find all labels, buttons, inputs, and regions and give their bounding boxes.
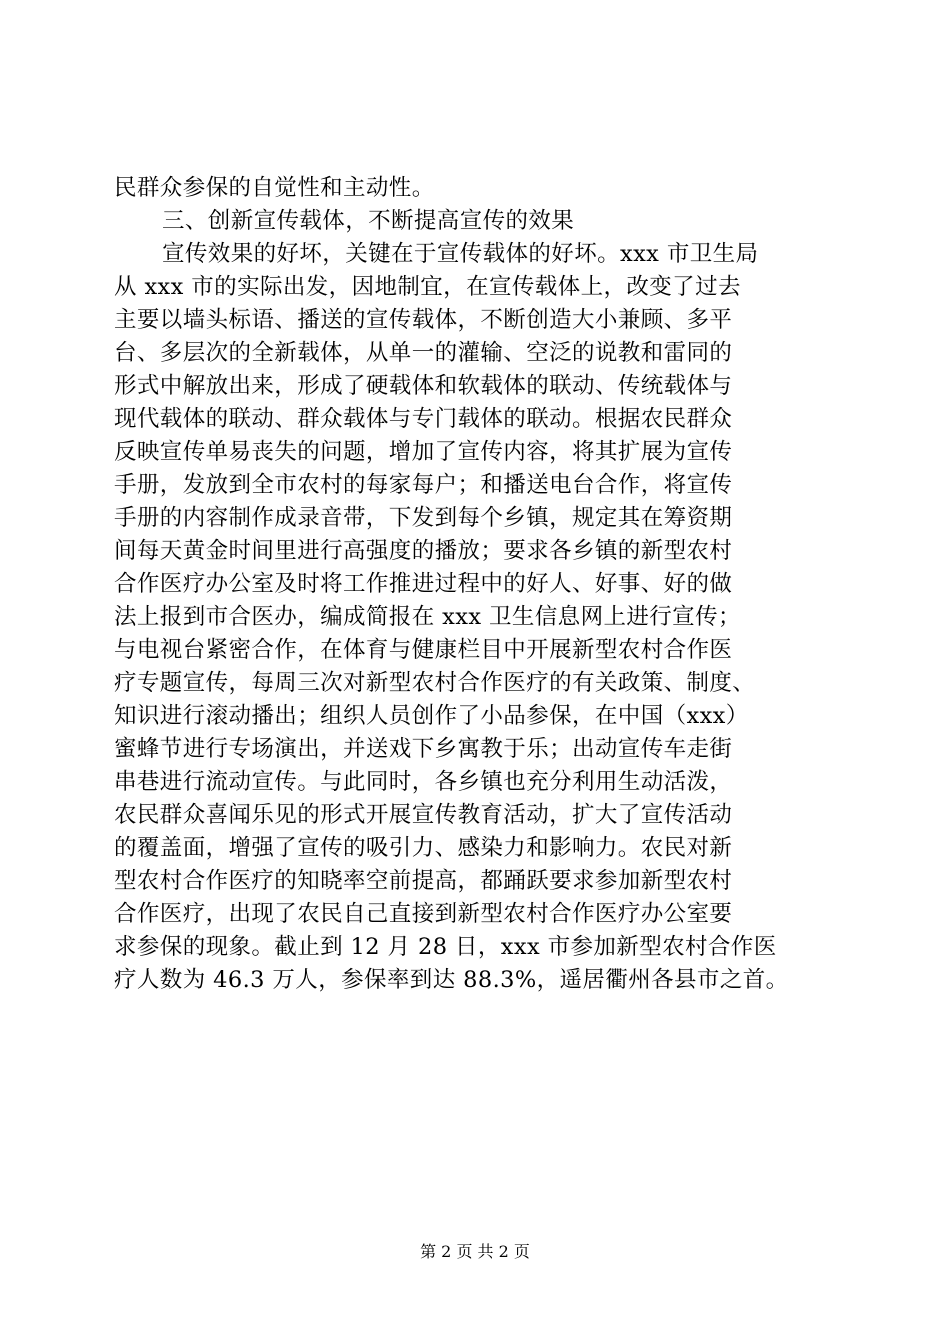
text-line: 手册的内容制作成录音带，下发到每个乡镇，规定其在筹资期	[114, 505, 733, 531]
text-line: 与电视台紧密合作，在体育与健康栏目中开展新型农村合作医	[114, 637, 733, 663]
text-line: 的覆盖面，增强了宣传的吸引力、感染力和影响力。农民对新	[114, 835, 733, 861]
text-line: 主要以墙头标语、播送的宣传载体，不断创造大小兼顾、多平	[114, 307, 733, 333]
text-line: 求参保的现象。截止到 12 月 28 日，xxx 市参加新型农村合作医	[114, 934, 777, 960]
text-line: 疗专题宣传，每周三次对新型农村合作医疗的有关政策、制度、	[114, 670, 756, 696]
text-line: 合作医疗办公室及时将工作推进过程中的好人、好事、好的做	[114, 571, 733, 597]
text-line: 串巷进行流动宣传。与此同时，各乡镇也充分利用生动活泼，	[114, 769, 733, 795]
page-footer: 第 2 页 共 2 页	[420, 1242, 530, 1261]
text-line: 民群众参保的自觉性和主动性。	[114, 175, 435, 201]
text-line: 反映宣传单易丧失的问题，增加了宣传内容，将其扩展为宣传	[114, 439, 733, 465]
text-line: 型农村合作医疗的知晓率空前提高，都踊跃要求参加新型农村	[114, 868, 733, 894]
text-line: 台、多层次的全新载体，从单一的灌输、空泛的说教和雷同的	[114, 340, 733, 366]
text-line: 知识进行滚动播出；组织人员创作了小品参保，在中国（xxx）	[114, 703, 749, 729]
text-line: 法上报到市合医办，编成简报在 xxx 卫生信息网上进行宣传；	[114, 604, 741, 630]
body-text	[114, 172, 854, 997]
text-line: 间每天黄金时间里进行高强度的播放；要求各乡镇的新型农村	[114, 538, 733, 564]
text-line: 现代载体的联动、群众载体与专门载体的联动。根据农民群众	[114, 406, 733, 432]
text-line: 合作医疗，出现了农民自己直接到新型农村合作医疗办公室要	[114, 901, 733, 927]
text-line: 疗人数为 46.3 万人，参保率到达 88.3%，遥居衢州各县市之首。	[114, 967, 789, 993]
text-line: 从 xxx 市的实际出发，因地制宜，在宣传载体上，改变了过去	[114, 274, 741, 300]
section-heading: 三、创新宣传载体，不断提高宣传的效果	[162, 208, 575, 234]
text-line: 手册，发放到全市农村的每家每户；和播送电台合作，将宣传	[114, 472, 733, 498]
text-line: 蜜蜂节进行专场演出，并送戏下乡寓教于乐；出动宣传车走街	[114, 736, 733, 762]
paragraph-first-line: 宣传效果的好坏，关键在于宣传载体的好坏。xxx 市卫生局	[162, 241, 759, 267]
text-line: 农民群众喜闻乐见的形式开展宣传教育活动，扩大了宣传活动	[114, 802, 733, 828]
text-line: 形式中解放出来，形成了硬载体和软载体的联动、传统载体与	[114, 373, 733, 399]
